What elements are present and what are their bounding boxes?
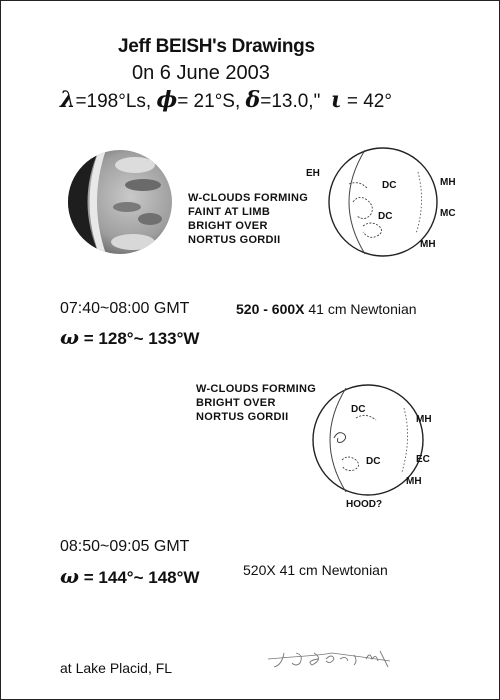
omega-symbol: ω [60, 564, 80, 588]
central-meridian-1 [60, 325, 199, 349]
note-line: W-CLOUDS FORMING [188, 192, 309, 204]
label-mh: MH [416, 414, 432, 425]
label-mh: MH [440, 177, 456, 188]
central-meridian-2 [60, 564, 199, 588]
omega-value: = 144°~ 148°W [83, 568, 200, 587]
cloud-notes-1 [188, 191, 308, 247]
dark-marking [125, 179, 161, 191]
bright-area [115, 157, 155, 173]
note-line: W-CLOUDS FORMING [196, 383, 317, 395]
note-line: NORTUS GORDII [196, 411, 289, 423]
delta-symbol: δ [245, 87, 261, 113]
cloud-outline [356, 415, 376, 420]
telescope-info-1 [236, 301, 417, 317]
label-mh: MH [406, 476, 422, 487]
cloud-outline [363, 223, 382, 237]
mars-shaded-drawing-1 [65, 147, 175, 257]
omega-symbol: ω [60, 325, 80, 349]
label-dc: DC [366, 456, 381, 467]
telescope-info-2: 520X 41 cm Newtonian [243, 562, 388, 578]
cloud-outline [353, 197, 372, 218]
label-dc: DC [382, 180, 397, 191]
phi-value: = 21°S, [177, 91, 241, 112]
signature [262, 645, 402, 675]
cloud-outline [342, 457, 359, 471]
cloud-spiral [334, 433, 346, 443]
note-line: BRIGHT OVER [188, 220, 268, 232]
label-hood: HOOD? [346, 499, 383, 510]
delta-value: =13.0," [260, 91, 321, 112]
label-mh: MH [420, 239, 436, 250]
note-line: BRIGHT OVER [196, 397, 276, 409]
telescope-name: 41 cm Newtonian [308, 301, 417, 317]
note-line: FAINT AT LIMB [188, 206, 271, 218]
note-line: NORTUS GORDII [188, 234, 281, 246]
label-ec: EC [416, 454, 430, 465]
lambda-value: =198°Ls, [75, 91, 152, 112]
limb-haze [416, 172, 422, 234]
iota-symbol: ι [330, 87, 342, 113]
observation-location: at Lake Placid, FL [60, 660, 173, 676]
phi-symbol: ϕ [156, 87, 178, 113]
dark-marking [113, 202, 141, 212]
observation-time-2: 08:50~09:05 GMT [60, 538, 190, 555]
cloud-notes-2 [196, 382, 316, 424]
omega-value: = 128°~ 133°W [83, 329, 200, 348]
label-mc: MC [440, 208, 456, 219]
lambda-symbol: λ [60, 87, 76, 113]
observation-date: 0n 6 June 2003 [132, 62, 270, 84]
observation-time-1: 07:40~08:00 GMT [60, 300, 190, 317]
label-eh: EH [306, 168, 320, 179]
cloud-outline [349, 183, 367, 188]
limb-haze [402, 408, 408, 472]
observation-parameters [60, 87, 392, 113]
terminator-line [349, 150, 365, 254]
dark-marking [138, 213, 162, 225]
label-dc: DC [351, 404, 366, 415]
label-dc: DC [378, 211, 393, 222]
bright-area [111, 234, 155, 250]
iota-value: = 42° [346, 91, 392, 112]
magnification: 520 - 600X [236, 301, 305, 317]
page-title: Jeff BEISH's Drawings [118, 36, 315, 57]
